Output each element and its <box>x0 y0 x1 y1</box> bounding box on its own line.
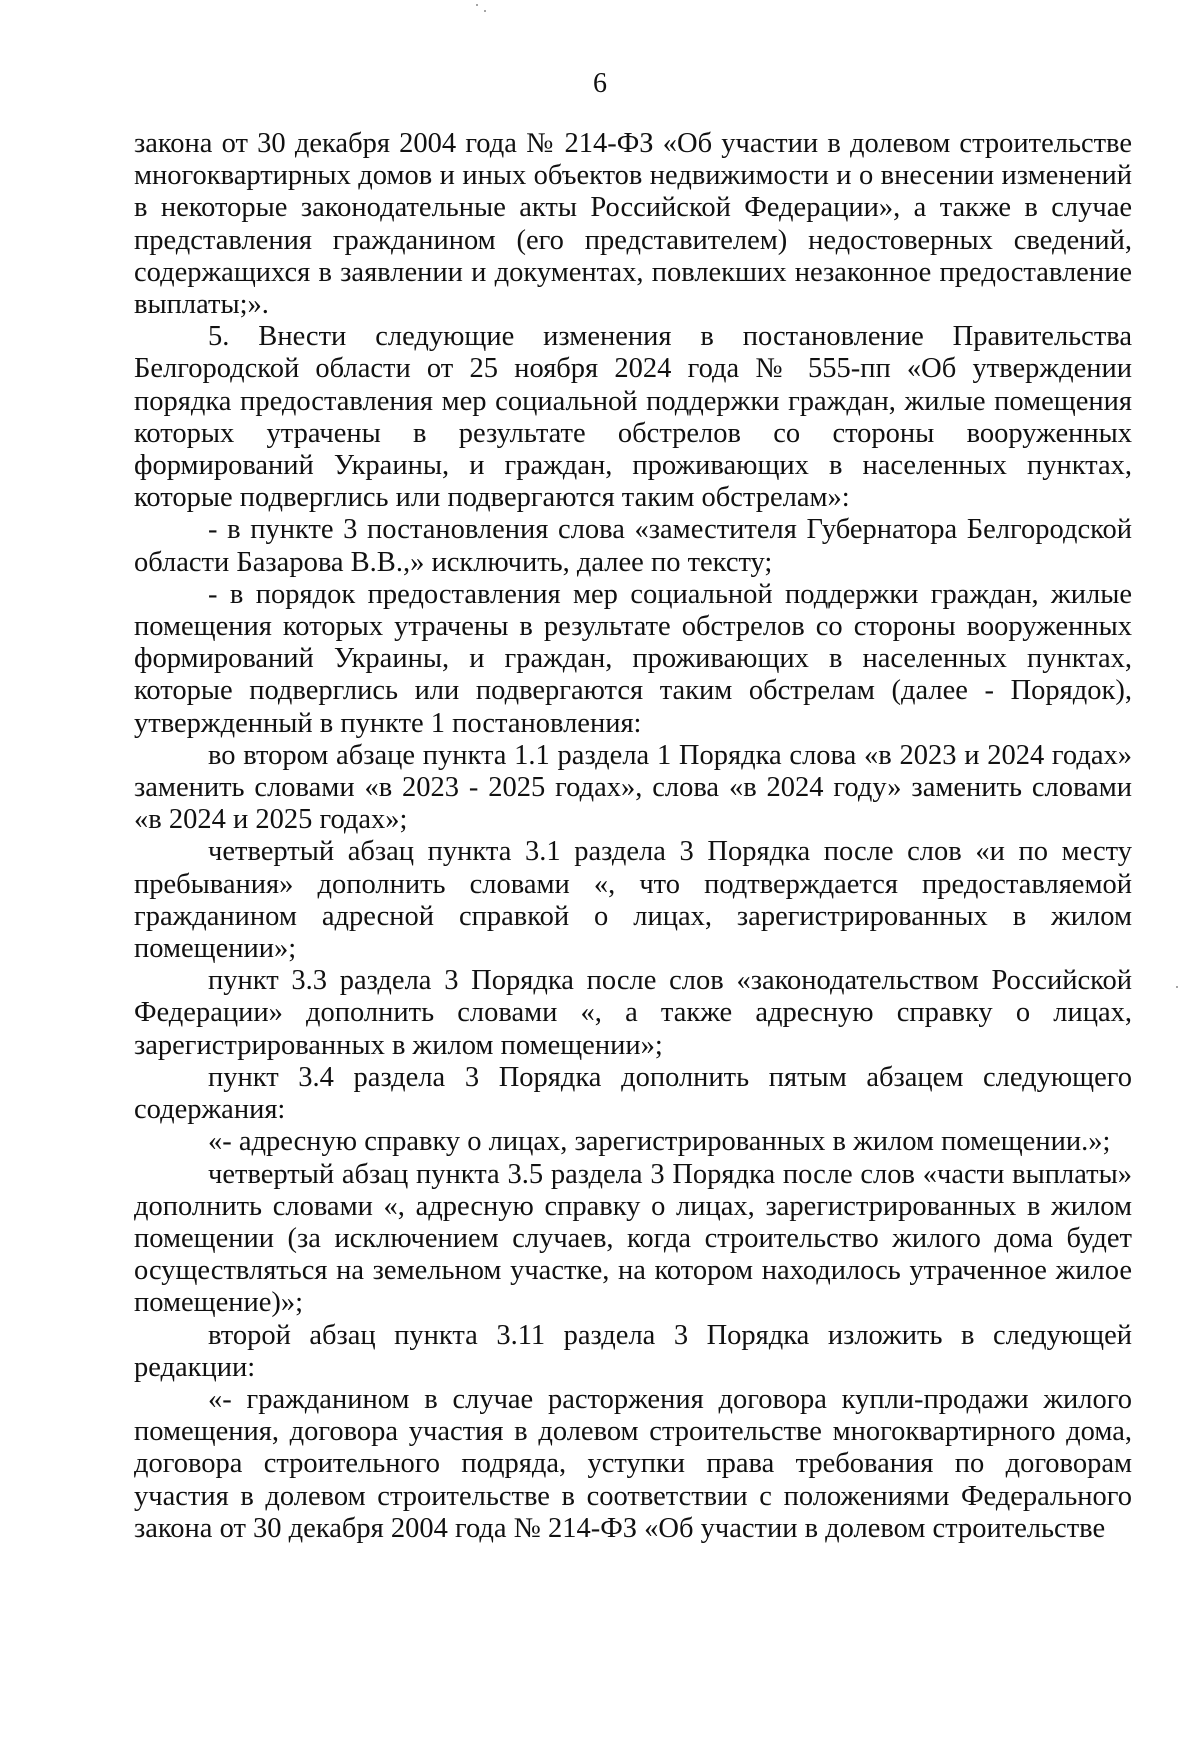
paragraph-dash-2: - в порядок предоставления мер социальной поддержки граждан, жилые помещения которых утрачены в результате обстрелов со стороны вооруженных формирований Украины, и граждан, проживающих в населенных пунктах, которые подверглись или подвергаются таким обстрелам (далее - Порядок), утвержденный в пункте 1 постановления: <box>134 578 1132 739</box>
paragraph-dash-1: - в пункте 3 постановления слова «заместителя Губернатора Белгородской области Базарова В.В.,» исключить, далее по тексту; <box>134 514 1132 578</box>
paragraph-quote-3-4: «- адресную справку о лицах, зарегистрированных в жилом помещении.»; <box>208 1126 1111 1158</box>
paragraph-quote-3-11: «- гражданином в случае расторжения договора купли-продажи жилого помещения, договора участия в долевом строительстве многоквартирного дома, договора строительного подряда, уступки права требования по договорам участия в долевом строительстве в соответствии с положениями Федерального закона от 30 декабря 2004 года № 214-ФЗ «Об участии в долевом строительстве <box>134 1383 1132 1544</box>
paragraph-amend-3-3: пункт 3.3 раздела 3 Порядка после слов «законодательством Российской Федерации» дополнить словами «, а также адресную справку о лицах, зарегистрированных в жилом помещении»; <box>134 965 1132 1061</box>
paragraph-item-5: 5. Внести следующие изменения в постановление Правительства Белгородской области от 25 ноября 2024 года № 555-пп «Об утверждении порядка предоставления мер социальной поддержки граждан, жилые помещения которых утрачены в результате обстрелов со стороны вооруженных формирований Украины, и граждан, проживающих в населенных пунктах, которые подверглись или подвергаются таким обстрелам»: <box>134 321 1132 514</box>
paragraph-continuation: закона от 30 декабря 2004 года № 214-ФЗ «Об участии в долевом строительстве многоквартирных домов и иных объектов недвижимости и о внесении изменений в некоторые законодательные акты Российской Федерации», а также в случае представления гражданином (его представителем) недостоверных сведений, содержащихся в заявлении и документах, повлекших незаконное предоставление выплаты;». <box>134 128 1132 321</box>
scan-speck <box>484 10 486 12</box>
paragraph-amend-3-4: пункт 3.4 раздела 3 Порядка дополнить пятым абзацем следующего содержания: <box>134 1061 1132 1126</box>
paragraph-amend-3-5: четвертый абзац пункта 3.5 раздела 3 Порядка после слов «части выплаты» дополнить словами «, адресную справку о лицах, зарегистрированных в жилом помещении (за исключением случаев, когда строительство жилого дома будет осуществляться на земельном участке, на котором находилось утраченное жилое помещение)»; <box>134 1158 1132 1319</box>
scan-speck <box>476 4 478 6</box>
page-number: 6 <box>593 68 607 99</box>
paragraph-amend-1-1: во втором абзаце пункта 1.1 раздела 1 Порядка слова «в 2023 и 2024 годах» заменить словами «в 2023 - 2025 годах», слова «в 2024 году» заменить словами «в 2024 и 2025 годах»; <box>134 739 1132 836</box>
scan-speck <box>1176 986 1178 988</box>
document-body <box>134 128 1132 1545</box>
paragraph-amend-3-1: четвертый абзац пункта 3.1 раздела 3 Порядка после слов «и по месту пребывания» дополнить словами «, что подтверждается предоставляемой гражданином адресной справкой о лицах, зарегистрированных в жилом помещении»; <box>134 836 1132 965</box>
paragraph-amend-3-11: второй абзац пункта 3.11 раздела 3 Порядка изложить в следующей редакции: <box>134 1319 1132 1383</box>
